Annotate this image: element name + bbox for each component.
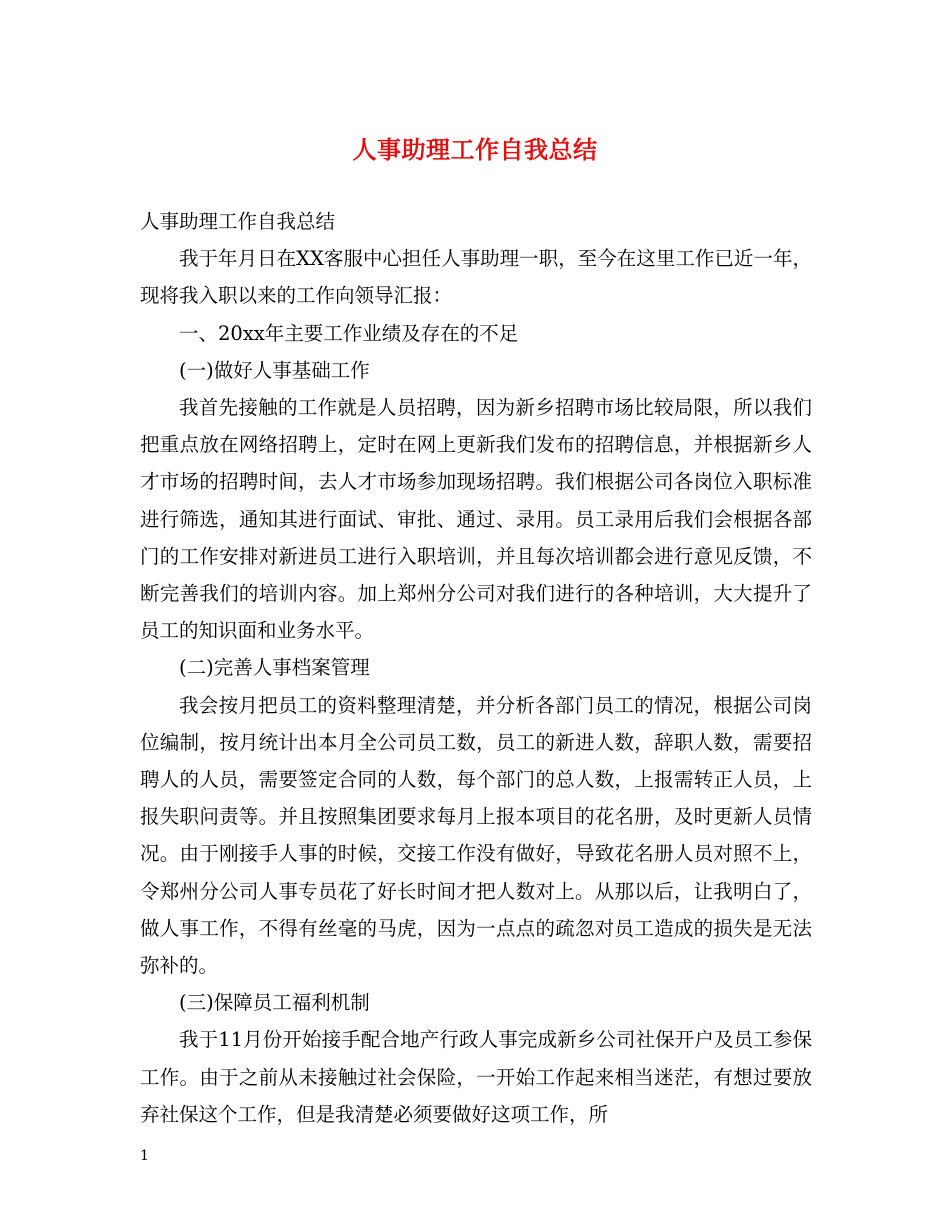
- paragraph-recruitment: 我首先接触的工作就是人员招聘，因为新乡招聘市场比较局限，所以我们把重点放在网络招聘上，定时在网上更新我们发布的招聘信息，并根据新乡人才市场的招聘时间，去人才市场参加现场招聘。我们根据公司各岗位入职标准进行筛选，通知其进行面试、审批、通过、录用。员工录用后我们会根据各部门的工作安排对新进员工进行入职培训，并且每次培训都会进行意见反馈，不断完善我们的培训内容。加上郑州分公司对我们进行的各种培训，大大提升了员工的知识面和业务水平。: [140, 396, 812, 643]
- section-heading-1: 一、20xx年主要工作业绩及存在的不足: [179, 321, 519, 345]
- subsection-heading-2: (二)完善人事档案管理: [179, 656, 370, 680]
- paragraph-welfare: 我于11月份开始接手配合地产行政人事完成新乡公司社保开户及员工参保工作。由于之前从未接触过社会保险，一开始工作起来相当迷茫，有想过要放弃社保这个工作，但是我清楚必须要做好这项工作，所: [140, 1028, 812, 1126]
- subsection-heading-3: (三)保障员工福利机制: [179, 991, 370, 1015]
- paragraph-archives: 我会按月把员工的资料整理清楚，并分析各部门员工的情况，根据公司岗位编制，按月统计出本月全公司员工数，员工的新进人数，辞职人数，需要招聘人的人员，需要签定合同的人数，每个部门的总人数，上报需转正人员，上报失职问责等。并且按照集团要求每月上报本项目的花名册，及时更新人员情况。由于刚接手人事的时候，交接工作没有做好，导致花名册人员对照不上，令郑州分公司人事专员花了好长时间才把人数对上。从那以后，让我明白了，做人事工作，不得有丝毫的马虎，因为一点点的疏忽对员工造成的损失是无法弥补的。: [140, 693, 812, 978]
- document-title: 人事助理工作自我总结: [352, 135, 598, 164]
- paragraph-intro: 我于年月日在XX客服中心担任人事助理一职，至今在这里工作已近一年，现将我入职以来的工作向领导汇报：: [140, 247, 812, 308]
- paragraph-heading: 人事助理工作自我总结: [140, 210, 336, 233]
- document-body: [140, 203, 812, 1133]
- page-number: 1: [140, 1148, 149, 1164]
- subsection-heading-1: (一)做好人事基础工作: [179, 358, 370, 382]
